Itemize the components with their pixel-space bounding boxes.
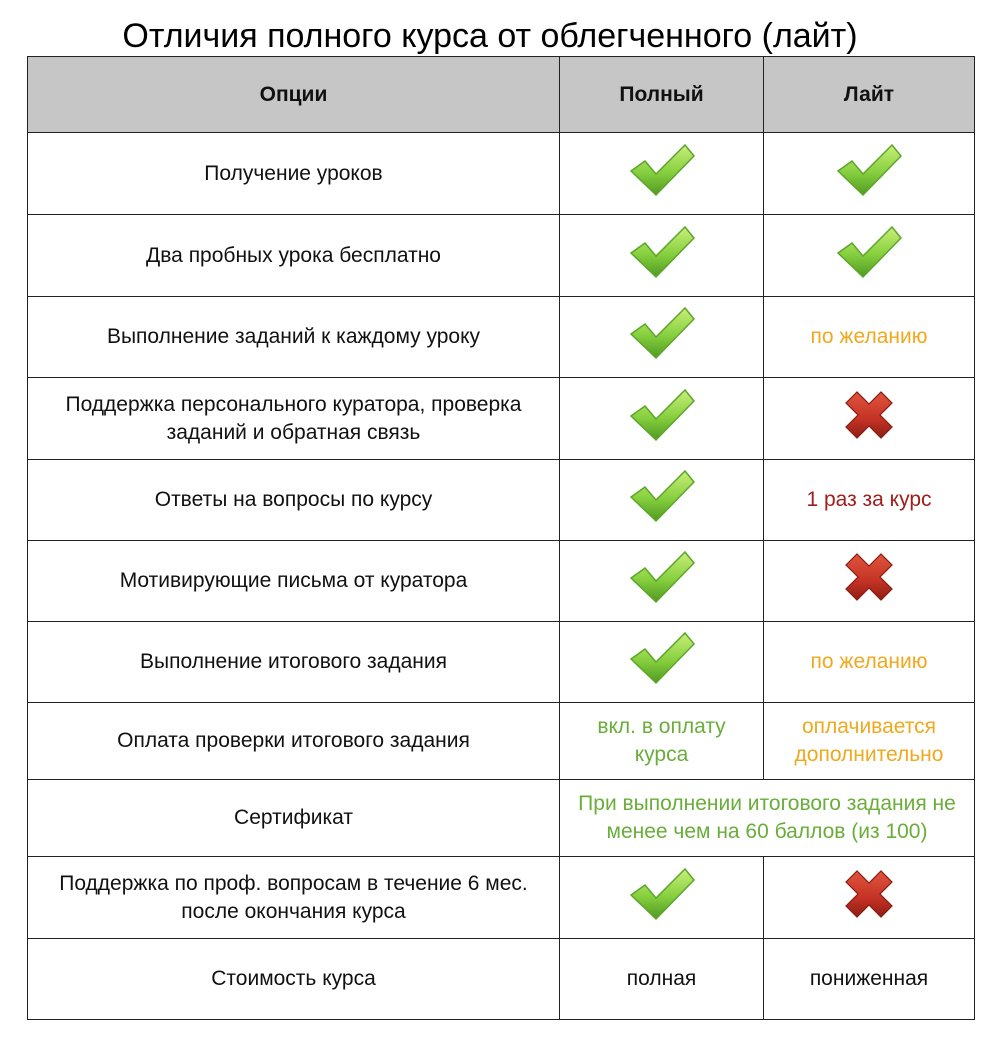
option-cell: Два пробных урока бесплатно bbox=[28, 215, 560, 297]
lite-cell bbox=[764, 857, 975, 939]
option-cell: Выполнение заданий к каждому уроку bbox=[28, 297, 560, 378]
option-cell: Поддержка персонального куратора, проверка заданий и обратная связь bbox=[28, 378, 560, 460]
comparison-table bbox=[27, 56, 975, 1020]
lite-cell bbox=[764, 215, 975, 297]
option-cell: Получение уроков bbox=[28, 133, 560, 215]
lite-cell: по желанию bbox=[764, 297, 975, 378]
full-cell bbox=[560, 460, 764, 541]
option-cell: Сертификат bbox=[28, 780, 560, 857]
table-row bbox=[28, 703, 975, 780]
cross-icon bbox=[840, 865, 898, 931]
check-icon bbox=[627, 548, 697, 614]
header-lite: Лайт bbox=[764, 57, 975, 133]
certificate-condition-cell: При выполнении итогового задания не менее чем на 60 баллов (из 100) bbox=[560, 780, 975, 857]
option-cell: Оплата проверки итогового задания bbox=[28, 703, 560, 780]
option-cell: Мотивирующие письма от куратора bbox=[28, 541, 560, 622]
full-cell bbox=[560, 541, 764, 622]
table-header-row bbox=[28, 57, 975, 133]
lite-cell bbox=[764, 133, 975, 215]
full-cell bbox=[560, 378, 764, 460]
full-cell bbox=[560, 133, 764, 215]
full-cell bbox=[560, 215, 764, 297]
header-options: Опции bbox=[28, 57, 560, 133]
lite-cell: 1 раз за курс bbox=[764, 460, 975, 541]
lite-cell bbox=[764, 378, 975, 460]
page-title: Отличия полного курса от облегченного (лайт) bbox=[122, 17, 858, 55]
check-icon bbox=[627, 629, 697, 695]
lite-cell: оплачивается дополнительно bbox=[764, 703, 975, 780]
cross-icon bbox=[840, 386, 898, 452]
table-row bbox=[28, 939, 975, 1020]
check-icon bbox=[834, 223, 904, 289]
option-cell: Поддержка по проф. вопросам в течение 6 мес. после окончания курса bbox=[28, 857, 560, 939]
option-cell: Стоимость курса bbox=[28, 939, 560, 1020]
check-icon bbox=[627, 304, 697, 370]
table-row bbox=[28, 297, 975, 378]
check-icon bbox=[627, 386, 697, 452]
lite-cell: пониженная bbox=[764, 939, 975, 1020]
table-row bbox=[28, 780, 975, 857]
check-icon bbox=[627, 223, 697, 289]
table-row bbox=[28, 215, 975, 297]
full-cell bbox=[560, 857, 764, 939]
table-row bbox=[28, 541, 975, 622]
table-row bbox=[28, 622, 975, 703]
table-row bbox=[28, 857, 975, 939]
full-cell: полная bbox=[560, 939, 764, 1020]
header-full: Полный bbox=[560, 57, 764, 133]
option-cell: Ответы на вопросы по курсу bbox=[28, 460, 560, 541]
lite-cell bbox=[764, 541, 975, 622]
lite-cell: по желанию bbox=[764, 622, 975, 703]
table-row bbox=[28, 133, 975, 215]
table-row bbox=[28, 378, 975, 460]
check-icon bbox=[627, 141, 697, 207]
full-cell: вкл. в оплату курса bbox=[560, 703, 764, 780]
check-icon bbox=[627, 467, 697, 533]
check-icon bbox=[627, 865, 697, 931]
option-cell: Выполнение итогового задания bbox=[28, 622, 560, 703]
full-cell bbox=[560, 622, 764, 703]
table-row bbox=[28, 460, 975, 541]
cross-icon bbox=[840, 548, 898, 614]
check-icon bbox=[834, 141, 904, 207]
full-cell bbox=[560, 297, 764, 378]
